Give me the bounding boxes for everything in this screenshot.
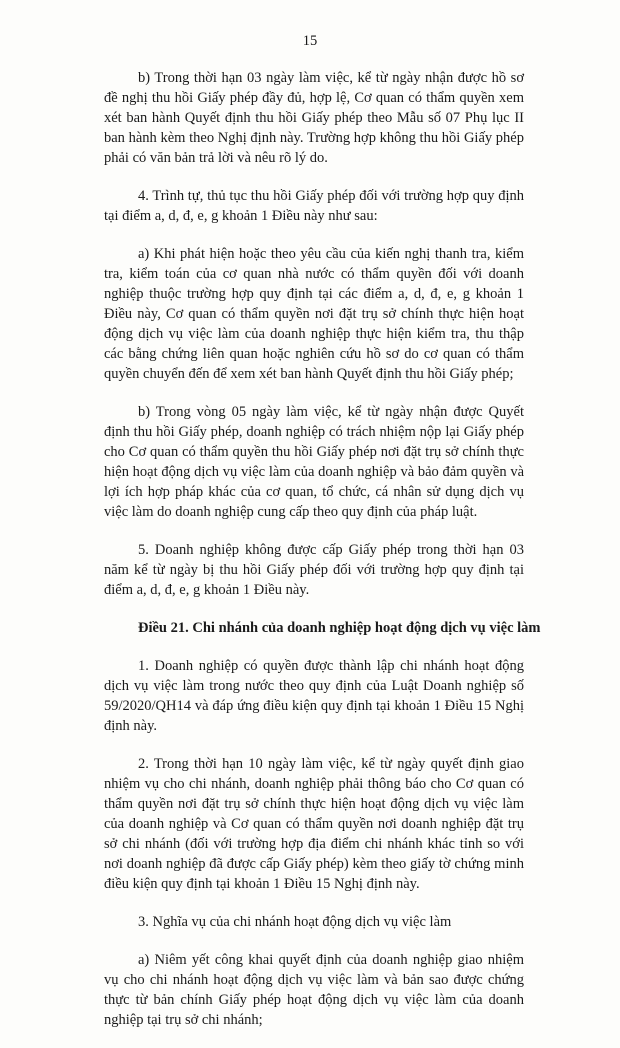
paragraph-4: 4. Trình tự, thủ tục thu hồi Giấy phép đối với trường hợp quy định tại điểm a, d, đ, e, g khoản 1 Điều này như sau: xyxy=(104,188,524,224)
article-21-paragraph-3a: a) Niêm yết công khai quyết định của doanh nghiệp giao nhiệm vụ cho chi nhánh hoạt động dịch vụ việc làm và bản sao được chứng thực từ bản chính Giấy phép hoạt động dịch vụ việc làm của doanh nghiệp tại trụ sở chi nhánh; xyxy=(104,952,524,1028)
document-body xyxy=(104,68,541,1048)
paragraph-3b: b) Trong thời hạn 03 ngày làm việc, kể từ ngày nhận được hồ sơ đề nghị thu hồi Giấy phép đầy đủ, hợp lệ, Cơ quan có thẩm quyền xem xét ban hành Quyết định thu hồi Giấy phép theo Mẫu số 07 Phụ lục II ban hành kèm theo Nghị định này. Trường hợp không thu hồi Giấy phép phải có văn bản trả lời và nêu rõ lý do. xyxy=(104,70,524,166)
paragraph-4b: b) Trong vòng 05 ngày làm việc, kể từ ngày nhận được Quyết định thu hồi Giấy phép, doanh nghiệp có trách nhiệm nộp lại Giấy phép cho Cơ quan có thẩm quyền thu hồi Giấy phép nơi đặt trụ sở chính thực hiện hoạt động dịch vụ việc làm của doanh nghiệp và bảo đảm quyền và lợi ích hợp pháp khác của cơ quan, tổ chức, cá nhân sử dụng dịch vụ việc làm do doanh nghiệp cung cấp theo quy định của pháp luật. xyxy=(104,404,524,520)
article-21-heading: Điều 21. Chi nhánh của doanh nghiệp hoạt động dịch vụ việc làm xyxy=(138,620,541,636)
article-21-paragraph-1: 1. Doanh nghiệp có quyền được thành lập chi nhánh hoạt động dịch vụ việc làm trong nước theo quy định của Luật Doanh nghiệp số 59/2020/QH14 và đáp ứng điều kiện quy định tại khoản 1 Điều 15 Nghị định này. xyxy=(104,658,524,734)
paragraph-4a: a) Khi phát hiện hoặc theo yêu cầu của kiến nghị thanh tra, kiểm tra, kiểm toán của cơ quan nhà nước có thẩm quyền đối với doanh nghiệp thuộc trường hợp quy định tại các điểm a, d, đ, e, g khoản 1 Điều này, Cơ quan có thẩm quyền nơi đặt trụ sở chính thực hiện hoạt động dịch vụ việc làm của doanh nghiệp thực hiện kiểm tra, thu thập các bằng chứng liên quan hoặc nghiên cứu hồ sơ do cơ quan có thẩm quyền chuyển đến để xem xét ban hành Quyết định thu hồi Giấy phép; xyxy=(104,246,524,382)
paragraph-5: 5. Doanh nghiệp không được cấp Giấy phép trong thời hạn 03 năm kể từ ngày bị thu hồi Giấy phép đối với trường hợp quy định tại điểm a, d, đ, e, g khoản 1 Điều này. xyxy=(104,542,524,598)
article-21-paragraph-2: 2. Trong thời hạn 10 ngày làm việc, kể từ ngày quyết định giao nhiệm vụ cho chi nhánh, doanh nghiệp phải thông báo cho Cơ quan có thẩm quyền nơi đặt trụ sở chính thực hiện hoạt động dịch vụ việc làm của doanh nghiệp và Cơ quan có thẩm quyền nơi doanh nghiệp đặt trụ sở chi nhánh (đối với trường hợp địa điểm chi nhánh khác tỉnh so với nơi doanh nghiệp đã được cấp Giấy phép) kèm theo giấy tờ chứng minh điều kiện quy định tại khoản 1 Điều 15 Nghị định này. xyxy=(104,756,524,892)
page-number: 15 xyxy=(302,33,318,49)
article-21-paragraph-3: 3. Nghĩa vụ của chi nhánh hoạt động dịch vụ việc làm xyxy=(138,914,452,930)
